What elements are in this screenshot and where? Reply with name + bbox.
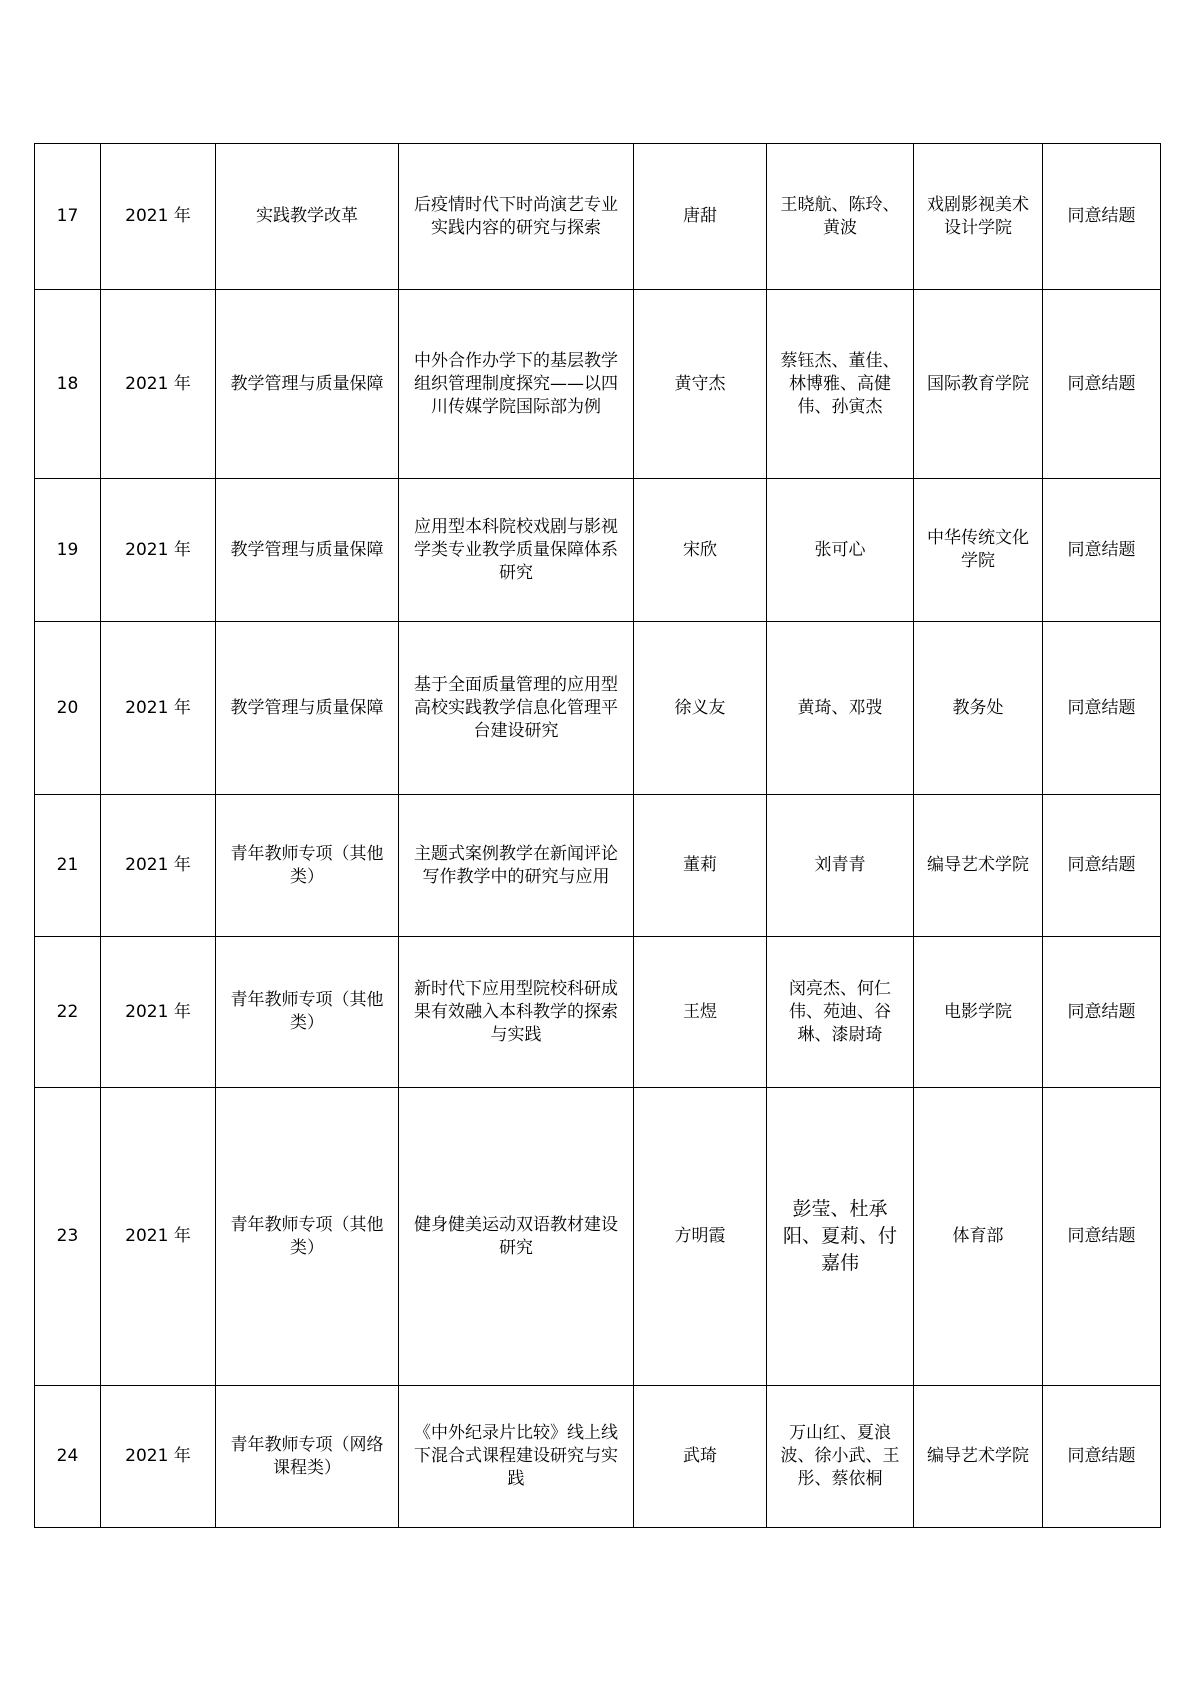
project-members: 张可心 — [767, 479, 914, 622]
project-table — [34, 143, 1161, 1528]
project-category: 青年教师专项（其他类） — [216, 937, 399, 1088]
project-category: 教学管理与质量保障 — [216, 622, 399, 795]
table-row — [35, 290, 1161, 479]
project-category: 教学管理与质量保障 — [216, 479, 399, 622]
table-row — [35, 795, 1161, 937]
project-leader: 武琦 — [634, 1386, 767, 1528]
row-number: 18 — [35, 290, 101, 479]
project-leader: 方明霞 — [634, 1088, 767, 1386]
project-college: 国际教育学院 — [914, 290, 1043, 479]
project-leader: 黄守杰 — [634, 290, 767, 479]
project-college: 戏剧影视美术设计学院 — [914, 144, 1043, 290]
row-number: 20 — [35, 622, 101, 795]
project-result: 同意结题 — [1043, 290, 1161, 479]
project-leader: 王煜 — [634, 937, 767, 1088]
table-row — [35, 479, 1161, 622]
project-college: 电影学院 — [914, 937, 1043, 1088]
project-year: 2021 年 — [101, 1088, 216, 1386]
project-college: 体育部 — [914, 1088, 1043, 1386]
table-row — [35, 1088, 1161, 1386]
project-members: 黄琦、邓弢 — [767, 622, 914, 795]
project-members: 彭莹、杜承阳、夏莉、付嘉伟 — [767, 1088, 914, 1386]
project-result: 同意结题 — [1043, 144, 1161, 290]
project-leader: 董莉 — [634, 795, 767, 937]
project-year: 2021 年 — [101, 1386, 216, 1528]
project-category: 教学管理与质量保障 — [216, 290, 399, 479]
project-result: 同意结题 — [1043, 479, 1161, 622]
project-members: 蔡钰杰、董佳、林博雅、高健伟、孙寅杰 — [767, 290, 914, 479]
project-title: 《中外纪录片比较》线上线下混合式课程建设研究与实践 — [399, 1386, 634, 1528]
project-members: 万山红、夏浪波、徐小武、王彤、蔡依桐 — [767, 1386, 914, 1528]
project-result: 同意结题 — [1043, 1386, 1161, 1528]
project-result: 同意结题 — [1043, 622, 1161, 795]
project-year: 2021 年 — [101, 479, 216, 622]
project-members: 刘青青 — [767, 795, 914, 937]
row-number: 24 — [35, 1386, 101, 1528]
project-year: 2021 年 — [101, 290, 216, 479]
project-year: 2021 年 — [101, 795, 216, 937]
project-category: 青年教师专项（其他类） — [216, 1088, 399, 1386]
project-result: 同意结题 — [1043, 1088, 1161, 1386]
project-title: 健身健美运动双语教材建设研究 — [399, 1088, 634, 1386]
table-row — [35, 622, 1161, 795]
project-category: 实践教学改革 — [216, 144, 399, 290]
project-leader: 宋欣 — [634, 479, 767, 622]
project-title: 新时代下应用型院校科研成果有效融入本科教学的探索与实践 — [399, 937, 634, 1088]
project-leader: 唐甜 — [634, 144, 767, 290]
row-number: 19 — [35, 479, 101, 622]
project-category: 青年教师专项（网络课程类） — [216, 1386, 399, 1528]
project-result: 同意结题 — [1043, 937, 1161, 1088]
project-college: 教务处 — [914, 622, 1043, 795]
project-title: 应用型本科院校戏剧与影视学类专业教学质量保障体系研究 — [399, 479, 634, 622]
project-title: 后疫情时代下时尚演艺专业实践内容的研究与探索 — [399, 144, 634, 290]
table-row — [35, 144, 1161, 290]
table-row — [35, 1386, 1161, 1528]
project-year: 2021 年 — [101, 144, 216, 290]
project-college: 编导艺术学院 — [914, 795, 1043, 937]
project-leader: 徐义友 — [634, 622, 767, 795]
row-number: 17 — [35, 144, 101, 290]
row-number: 21 — [35, 795, 101, 937]
project-college: 编导艺术学院 — [914, 1386, 1043, 1528]
row-number: 22 — [35, 937, 101, 1088]
project-title: 主题式案例教学在新闻评论写作教学中的研究与应用 — [399, 795, 634, 937]
project-college: 中华传统文化学院 — [914, 479, 1043, 622]
row-number: 23 — [35, 1088, 101, 1386]
project-category: 青年教师专项（其他类） — [216, 795, 399, 937]
project-title: 基于全面质量管理的应用型高校实践教学信息化管理平台建设研究 — [399, 622, 634, 795]
project-members: 王晓航、陈玲、黄波 — [767, 144, 914, 290]
project-title: 中外合作办学下的基层教学组织管理制度探究——以四川传媒学院国际部为例 — [399, 290, 634, 479]
project-year: 2021 年 — [101, 937, 216, 1088]
project-year: 2021 年 — [101, 622, 216, 795]
project-result: 同意结题 — [1043, 795, 1161, 937]
table-row — [35, 937, 1161, 1088]
project-members: 闵亮杰、何仁伟、苑迪、谷琳、漆尉琦 — [767, 937, 914, 1088]
